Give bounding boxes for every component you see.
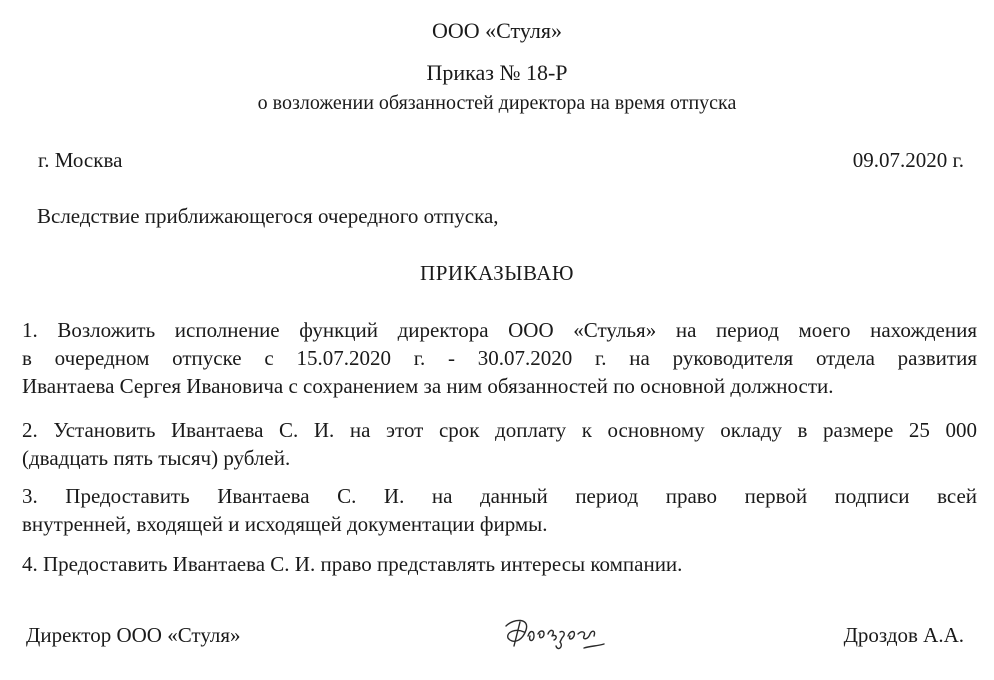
- order-item-line: 4. Предоставить Ивантаева С. И. право представлять интересы компании.: [22, 552, 683, 576]
- order-item-line: 1. Возложить исполнение функций директора ООО «Стулья» на период моего нахождения: [22, 318, 977, 342]
- order-item-line: 2. Установить Ивантаева С. И. на этот срок доплату к основному окладу в размере 25 000: [22, 418, 977, 442]
- order-item-3: [22, 482, 977, 538]
- order-date: 09.07.2020 г.: [852, 148, 964, 172]
- order-item-2: [22, 416, 977, 472]
- signatory-name: Дроздов А.А.: [843, 623, 964, 647]
- order-item-line: (двадцать пять тысяч) рублей.: [22, 446, 291, 470]
- order-item-line: 3. Предоставить Ивантаева С. И. на данный период право первой подписи всей: [22, 484, 977, 508]
- signatory-position: Директор ООО «Стуля»: [26, 623, 241, 647]
- organization-name: ООО «Стуля»: [431, 18, 562, 43]
- order-item-4: [22, 550, 977, 578]
- decree-heading: ПРИКАЗЫВАЮ: [420, 261, 574, 285]
- order-number: Приказ № 18-Р: [426, 60, 568, 85]
- order-subject: о возложении обязанностей директора на время отпуска: [257, 92, 737, 114]
- order-item-1: [22, 316, 977, 400]
- handwritten-signature: [500, 612, 610, 660]
- order-item-line: Ивантаева Сергея Ивановича с сохранением за ним обязанностей по основной должности.: [22, 374, 834, 398]
- order-item-line: внутренней, входящей и исходящей документации фирмы.: [22, 512, 548, 536]
- order-item-line: в очередном отпуске с 15.07.2020 г. - 30.07.2020 г. на руководителя отдела развития: [22, 346, 977, 370]
- order-preamble: Вследствие приближающегося очередного отпуска,: [37, 204, 499, 228]
- order-city: г. Москва: [38, 148, 123, 172]
